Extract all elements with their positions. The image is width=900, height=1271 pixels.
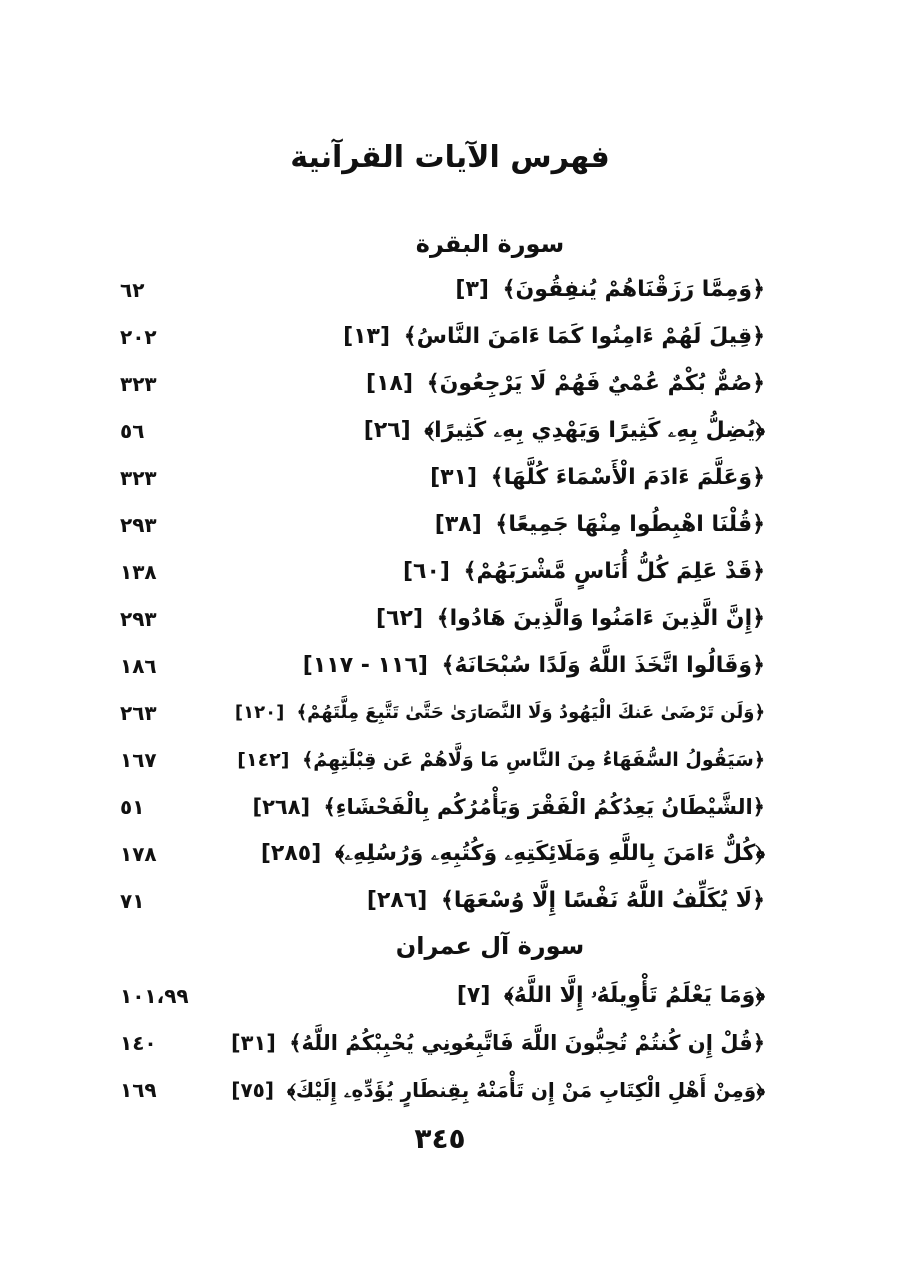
verse-number: [١٨] — [366, 371, 414, 396]
verse-number: [١٣] — [343, 324, 391, 349]
index-entry — [0, 273, 900, 319]
index-entry — [0, 414, 900, 460]
verse-number: [٢٨٦] — [366, 888, 428, 913]
surah-heading: سورة آل عمران — [395, 932, 585, 960]
page-reference: ٣٢٣ — [120, 466, 157, 490]
verse-text: ﴿يُضِلُّ بِهِۦ كَثِيرًا وَيَهْدِي بِهِۦ كَثِيرًا﴾ [٢٦] — [363, 418, 765, 443]
page-reference: ٢٩٣ — [120, 513, 157, 537]
index-entry — [0, 979, 900, 1025]
index-entry — [0, 696, 900, 742]
verse-text: ﴿قَدْ عَلِمَ كُلُّ أُنَاسٍ مَّشْرَبَهُمْ﴾ [٦٠] — [402, 559, 765, 584]
index-entry — [0, 1073, 900, 1119]
page-reference: ٥١ — [120, 795, 145, 819]
page-reference: ٢٩٣ — [120, 607, 157, 631]
index-entry — [0, 320, 900, 366]
verse-number: [١٢٠] — [234, 702, 285, 723]
verse-number: [٢٦] — [363, 418, 411, 443]
index-entry — [0, 602, 900, 648]
verse-text: ﴿كُلٌّ ءَامَنَ بِاللَّهِ وَمَلَائِكَتِهِۦ وَكُتُبِهِۦ وَرُسُلِهِۦ﴾ [٢٨٥] — [260, 841, 765, 866]
verse-text: ﴿قُلْ إِن كُنتُمْ تُحِبُّونَ اللَّهَ فَاتَّبِعُونِي يُحْبِبْكُمُ اللَّهُ﴾ [٣١] — [231, 1031, 765, 1055]
page-reference: ١٧٨ — [120, 842, 157, 866]
page-reference: ١٨٦ — [120, 654, 157, 678]
verse-number: [٢٦٨] — [252, 795, 311, 819]
index-entry — [0, 367, 900, 413]
verse-text: ﴿وَمِمَّا رَزَقْنَاهُمْ يُنفِقُونَ﴾ [٣] — [455, 277, 765, 302]
verse-text: ﴿وَعَلَّمَ ءَادَمَ الْأَسْمَاءَ كُلَّهَا﴾ [٣١] — [430, 465, 765, 490]
verse-text: ﴿وَمَا يَعْلَمُ تَأْوِيلَهُۥ إِلَّا اللَّهُ﴾ [٧] — [456, 983, 765, 1008]
index-entry — [0, 1026, 900, 1072]
index-entry — [0, 555, 900, 601]
verse-text: ﴿إِنَّ الَّذِينَ ءَامَنُوا وَالَّذِينَ هَادُوا﴾ [٦٢] — [376, 606, 765, 631]
page-reference: ١٤٠ — [120, 1031, 157, 1055]
verse-text: ﴿وَمِنْ أَهْلِ الْكِتَابِ مَنْ إِن تَأْمَنْهُ بِقِنطَارٍ يُؤَدِّهِۦ إِلَيْكَ﴾ [٧٥] — [231, 1078, 765, 1102]
index-entry — [0, 649, 900, 695]
page-reference: ٢٦٣ — [120, 701, 157, 725]
verse-number: [١١٦ - ١١٧] — [302, 653, 428, 678]
verse-text: ﴿صُمٌّ بُكْمٌ عُمْيٌ فَهُمْ لَا يَرْجِعُونَ﴾ [١٨] — [366, 371, 765, 396]
verse-text: ﴿قِيلَ لَهُمْ ءَامِنُوا كَمَا ءَامَنَ النَّاسُ﴾ [١٣] — [343, 324, 765, 349]
page-reference: ٦٢ — [120, 278, 145, 302]
verse-number: [٣٨] — [434, 512, 482, 537]
surah-heading: سورة البقرة — [415, 230, 565, 258]
index-entry — [0, 884, 900, 930]
index-entry — [0, 743, 900, 789]
page-reference: ١٦٧ — [120, 748, 157, 772]
index-entry — [0, 461, 900, 507]
verse-number: [٦٠] — [402, 559, 450, 584]
verse-text: ﴿لَا يُكَلِّفُ اللَّهُ نَفْسًا إِلَّا وُسْعَهَا﴾ [٢٨٦] — [366, 888, 765, 913]
verse-number: [٣] — [455, 277, 489, 302]
page-reference: ١٦٩ — [120, 1078, 157, 1102]
page-reference: ٧١ — [120, 889, 145, 913]
page-reference: ٣٢٣ — [120, 372, 157, 396]
verse-text: ﴿وَلَن تَرْضَىٰ عَنكَ الْيَهُودُ وَلَا النَّصَارَىٰ حَتَّىٰ تَتَّبِعَ مِلَّتَهُمْ﴾ [١٢٠] — [234, 702, 765, 723]
verse-text: ﴿وَقَالُوا اتَّخَذَ اللَّهُ وَلَدًا سُبْحَانَهُ﴾ [١١٦ - ١١٧] — [302, 653, 765, 678]
page-reference: ٢٠٢ — [120, 325, 157, 349]
verse-text: ﴿قُلْنَا اهْبِطُوا مِنْهَا جَمِيعًا﴾ [٣٨] — [434, 512, 765, 537]
page-reference: ١٣٨ — [120, 560, 157, 584]
page-title: فهرس الآيات القرآنية — [290, 140, 610, 175]
verse-number: [٧٥] — [231, 1078, 274, 1102]
verse-number: [٦٢] — [376, 606, 424, 631]
page-number: ٣٤٥ — [414, 1122, 466, 1155]
verse-number: [٣١] — [430, 465, 478, 490]
page-reference: ٥٦ — [120, 419, 145, 443]
index-entry — [0, 790, 900, 836]
verse-number: [٢٨٥] — [260, 841, 322, 866]
index-entry — [0, 508, 900, 554]
verse-number: [٣١] — [231, 1031, 276, 1055]
index-entry — [0, 837, 900, 883]
verse-text: ﴿الشَّيْطَانُ يَعِدُكُمُ الْفَقْرَ وَيَأْمُرُكُم بِالْفَحْشَاءِ﴾ [٢٦٨] — [252, 795, 765, 819]
verse-text: ﴿سَيَقُولُ السُّفَهَاءُ مِنَ النَّاسِ مَا وَلَّاهُمْ عَن قِبْلَتِهِمُ﴾ [١٤٢] — [237, 749, 765, 771]
verse-number: [٧] — [456, 983, 491, 1008]
page-reference: ١٠١،٩٩ — [120, 984, 189, 1008]
verse-number: [١٤٢] — [237, 749, 290, 771]
